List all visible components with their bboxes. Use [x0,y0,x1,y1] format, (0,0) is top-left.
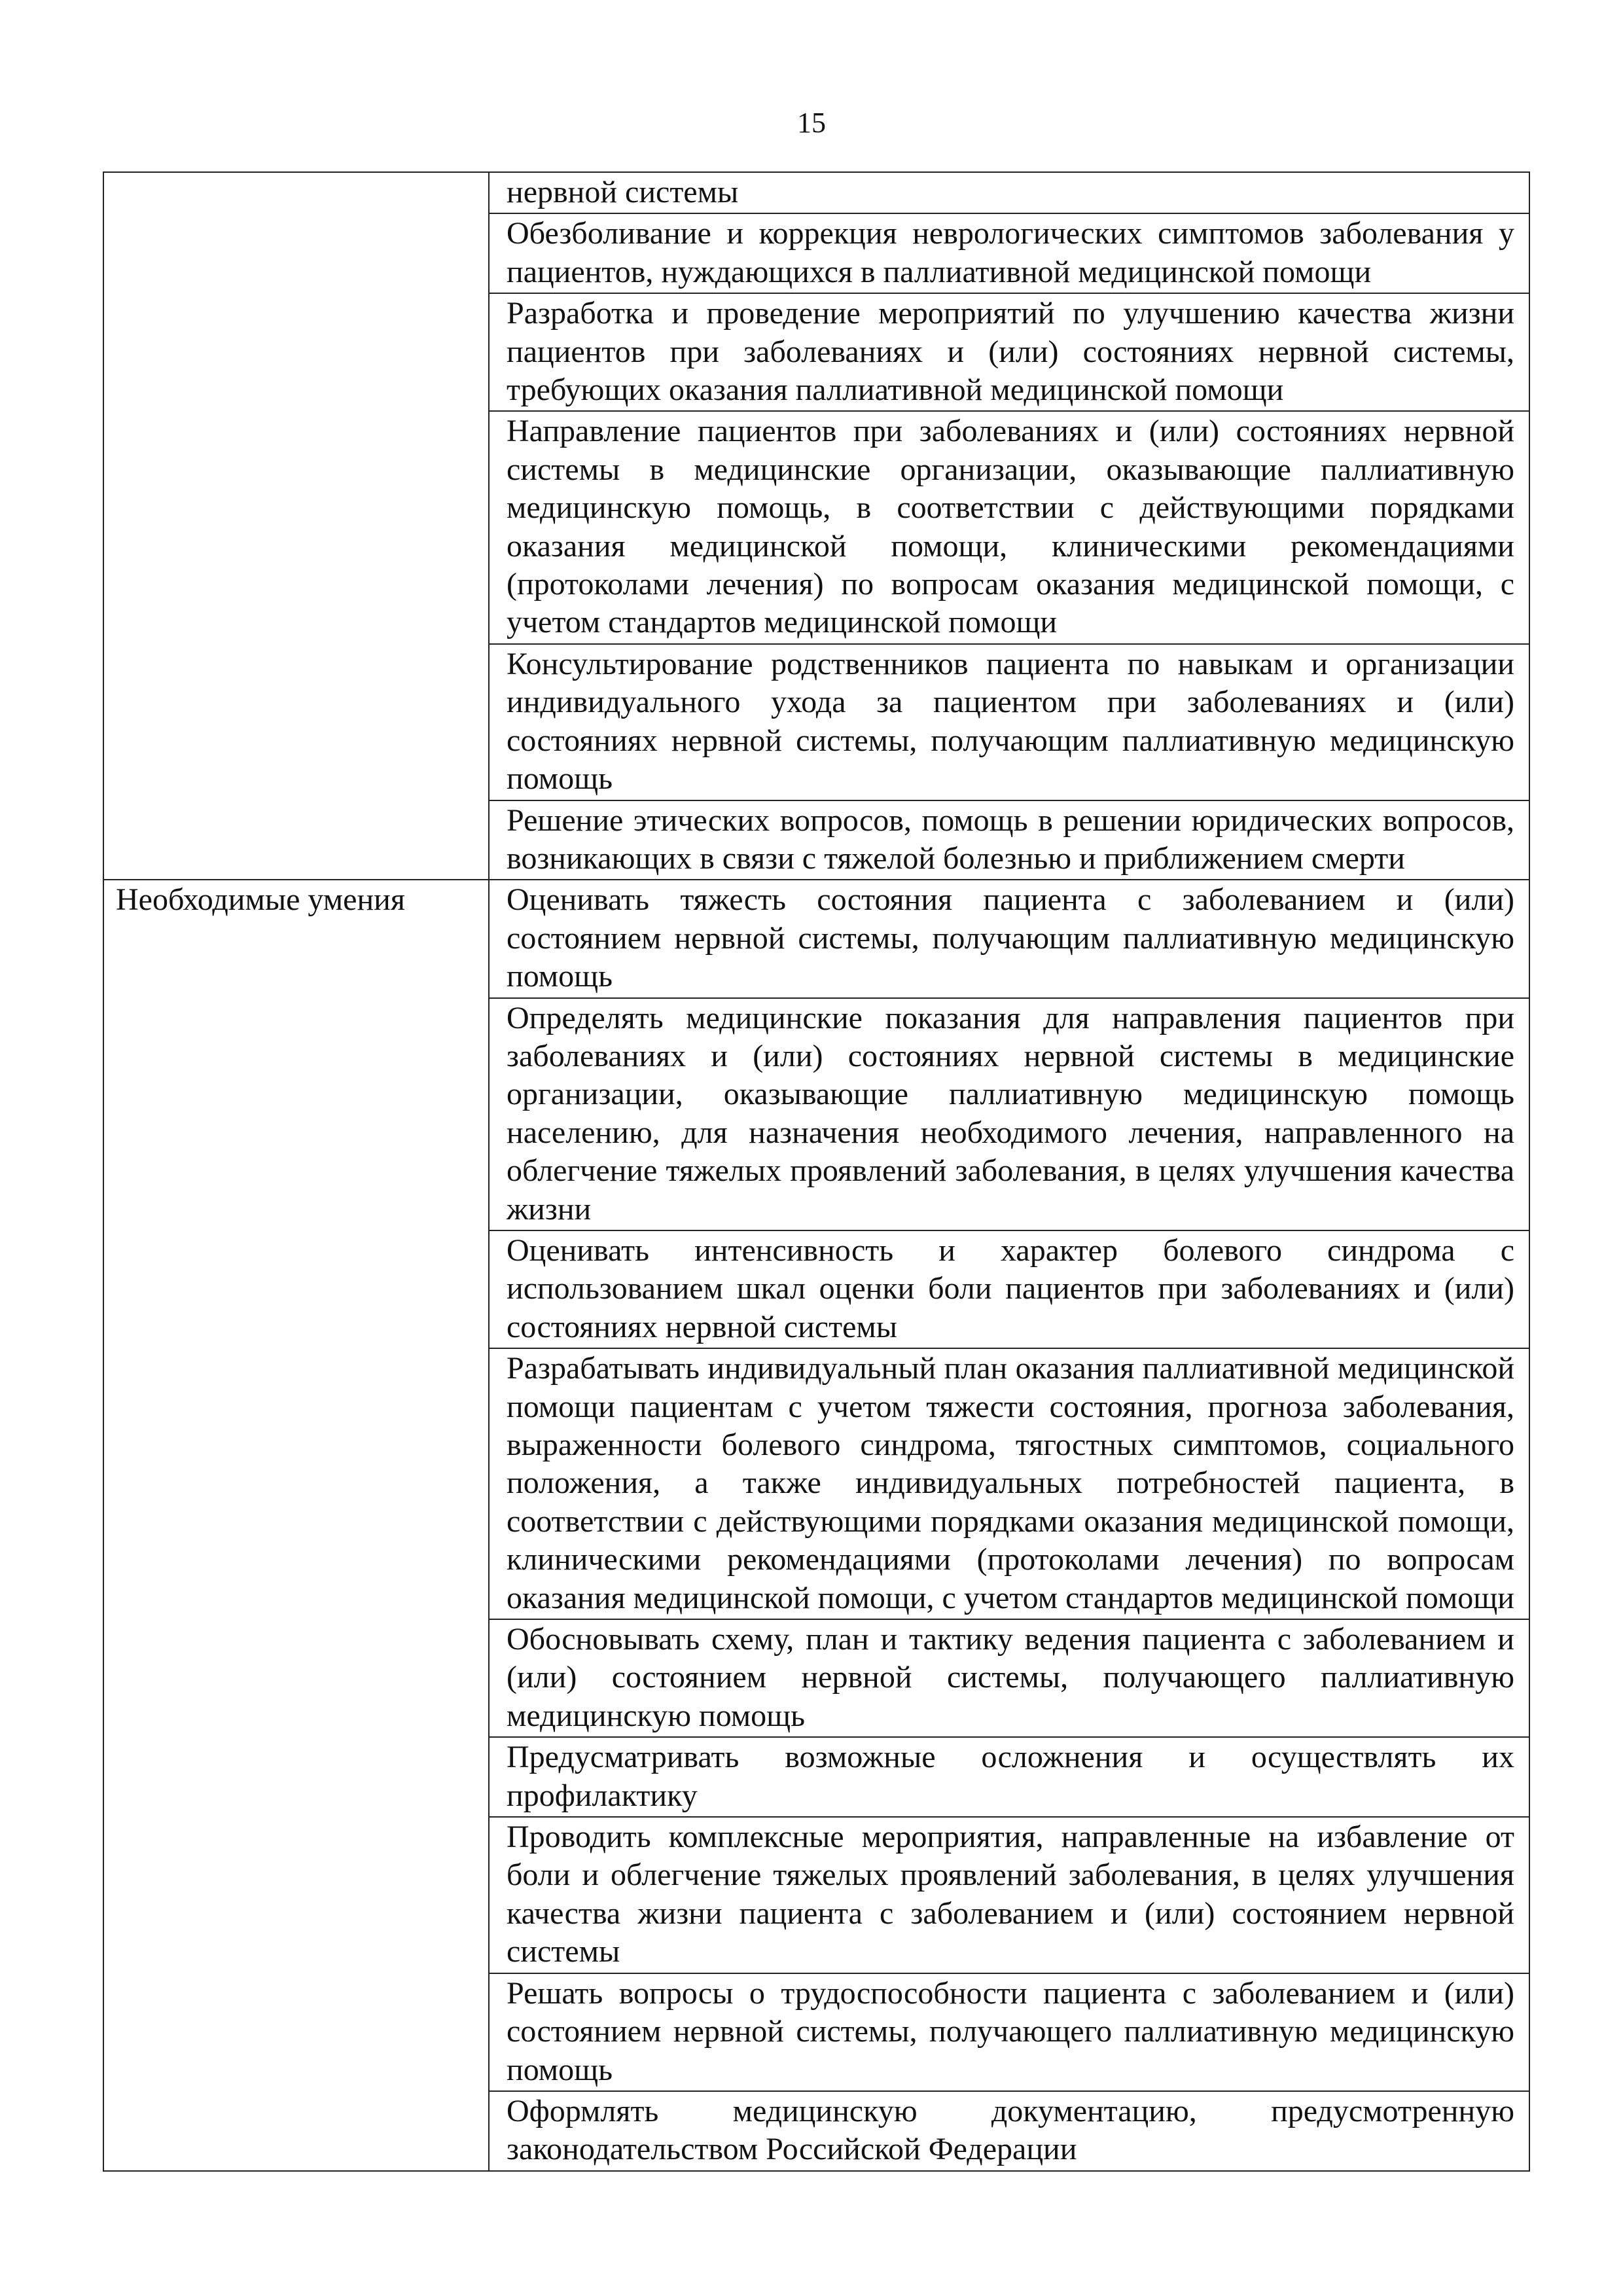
competency-table [103,171,1530,2172]
group-label-cell [103,172,489,880]
group-label-cell: Необходимые умения [103,880,489,2170]
table-row [103,172,1529,213]
competency-item-cell: Направление пациентов при заболеваниях и (или) состояниях нервной системы в медицинские организации, оказывающие паллиативную медицинскую помощь, в соответствии с действующими порядками оказания медицинской помощи, клиническими рекомендациями (протоколами лечения) по вопросам оказания медицинской помощи, с учетом стандартов медицинской помощи [489,411,1529,643]
page-number: 15 [797,107,826,139]
competency-item-cell: Оценивать тяжесть состояния пациента с заболеванием и (или) состоянием нервной системы, получающим паллиативную медицинскую помощь [489,880,1529,997]
competency-item-cell: Проводить комплексные мероприятия, направленные на избавление от боли и облегчение тяжелых проявлений заболевания, в целях улучшения качества жизни пациента с заболеванием и (или) состоянием нервной системы [489,1817,1529,1973]
competency-item-cell: Решение этических вопросов, помощь в решении юридических вопросов, возникающих в связи с тяжелой болезнью и приближением смерти [489,800,1529,880]
competency-item-cell: Разработка и проведение мероприятий по улучшению качества жизни пациентов при заболеваниях и (или) состояниях нервной системы, требующих оказания паллиативной медицинской помощи [489,293,1529,411]
competency-item-cell: Оценивать интенсивность и характер болевого синдрома с использованием шкал оценки боли пациентов при заболеваниях и (или) состояниях нервной системы [489,1230,1529,1348]
competency-item-cell: Разрабатывать индивидуальный план оказания паллиативной медицинской помощи пациентам с учетом тяжести состояния, прогноза заболевания, выраженности болевого синдрома, тягостных симптомов, социального положения, а также индивидуальных потребностей пациента, в соответствии с действующими порядками оказания медицинской помощи, клиническими рекомендациями (протоколами лечения) по вопросам оказания медицинской помощи, с учетом стандартов медицинской помощи [489,1348,1529,1619]
competency-item-cell: нервной системы [489,172,1529,213]
competency-item-cell: Оформлять медицинскую документацию, предусмотренную законодательством Российской Федерации [489,2091,1529,2171]
table-row [103,880,1529,997]
competency-item-cell: Обезболивание и коррекция неврологических симптомов заболевания у пациентов, нуждающихся в паллиативной медицинской помощи [489,213,1529,293]
competency-table-body [103,172,1529,2171]
competency-item-cell: Предусматривать возможные осложнения и осуществлять их профилактику [489,1737,1529,1817]
competency-item-cell: Консультирование родственников пациента по навыкам и организации индивидуального ухода за пациентом при заболеваниях и (или) состояниях нервной системы, получающим паллиативную медицинскую помощь [489,644,1529,800]
competency-item-cell: Определять медицинские показания для направления пациентов при заболеваниях и (или) состояниях нервной системы в медицинские организации, оказывающие паллиативную медицинскую помощь населению, для назначения необходимого лечения, направленного на облегчение тяжелых проявлений заболевания, в целях улучшения качества жизни [489,998,1529,1230]
competency-item-cell: Решать вопросы о трудоспособности пациента с заболеванием и (или) состоянием нервной системы, получающего паллиативную медицинскую помощь [489,1973,1529,2091]
competency-item-cell: Обосновывать схему, план и тактику ведения пациента с заболеванием и (или) состоянием нервной системы, получающего паллиативную медицинскую помощь [489,1619,1529,1737]
